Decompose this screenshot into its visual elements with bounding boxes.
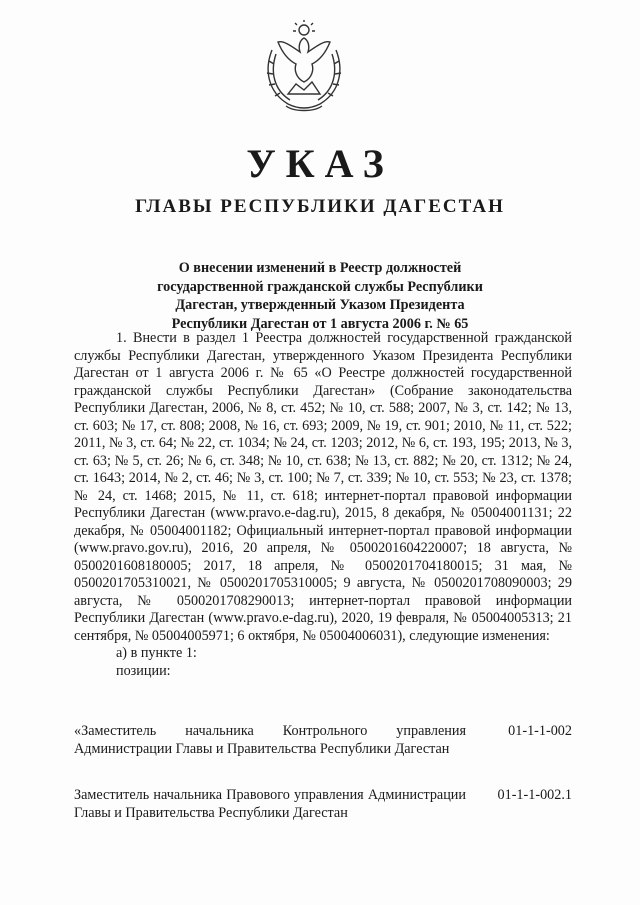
document-title: УКАЗ: [246, 141, 394, 186]
register-entry: [74, 786, 572, 822]
decree-body: [74, 330, 572, 680]
document-subtitle: ГЛАВЫ РЕСПУБЛИКИ ДАГЕСТАН: [135, 196, 505, 217]
position-name: Заместитель начальника Правового управления Администрации Главы и Правительства Республики Дагестан: [74, 787, 466, 821]
decree-heading: [140, 259, 500, 333]
heading-line: Республики Дагестан от 1 августа 2006 г. № 65: [171, 315, 469, 332]
heading-line: государственной гражданской службы Республики: [157, 278, 483, 295]
heading-line: Дагестан, утвержденный Указом Президента: [175, 297, 465, 313]
positions-label: позиции:: [116, 662, 171, 679]
register-entry: [74, 722, 572, 758]
position-code: 01-1-1-002.1: [497, 787, 572, 803]
coat-of-arms-icon: [258, 20, 350, 116]
position-name: «Заместитель начальника Контрольного управления Администрации Главы и Правительства Республики Дагестан: [74, 723, 466, 757]
item-a: а) в пункте 1:: [116, 645, 197, 661]
heading-line: О внесении изменений в Реестр должностей: [178, 260, 462, 276]
position-code: 01-1-1-002: [508, 723, 572, 739]
paragraph-1: 1. Внести в раздел 1 Реестра должностей государственной гражданской службы Республики Дагестан, утвержденного Указом Президента Республики Дагестан от 1 августа 2006 г. № 65 «О Реестре должностей государственной гражданской службы Республики Дагестан» (Собрание законодательства Республики Дагестан, 2006, № 8, ст. 452; № 10, ст. 588; 2007, № 3, ст. 142; № 13, ст. 603; № 17, ст. 808; 2008, № 16, ст. 693; 2009, № 19, ст. 901; 2010, № 11, ст. 522; 2011, № 3, ст. 64; № 22, ст. 1034; № 24, ст. 1203; 2012, № 6, ст. 193, 195; 2013, № 3, ст. 63; № 5, ст. 26; № 6, ст. 348; № 10, ст. 638; № 13, ст. 882; № 20, ст. 1312; № 24, ст. 1643; 2014, № 2, ст. 46; № 3, ст. 100; № 7, ст. 339; № 10, ст. 553; № 23, ст. 1378; № 24, ст. 1468; 2015, № 11, ст. 618; интернет-портал правовой информации Республики Дагестан (www.pravo.e-dag.ru), 2015, 8 декабря, № 05004001131; 22 декабря, № 05004001182; Официальный интернет-портал правовой информации (www.pravo.gov.ru), 2016, 20 апреля, № 0500201604220007; 18 августа, № 0500201608180005; 2017, 18 апреля, № 0500201704180015; 31 мая, № 0500201705310021, № 0500201705310005; 9 августа, № 0500201708090003; 29 августа, № 0500201708290013; интернет-портал правовой информации Республики Дагестан (www.pravo.e-dag.ru), 2020, 19 февраля, № 05004005313; 21 сентября, № 05004005971; 6 октября, № 05004006031), следующие изменения:: [74, 330, 572, 644]
